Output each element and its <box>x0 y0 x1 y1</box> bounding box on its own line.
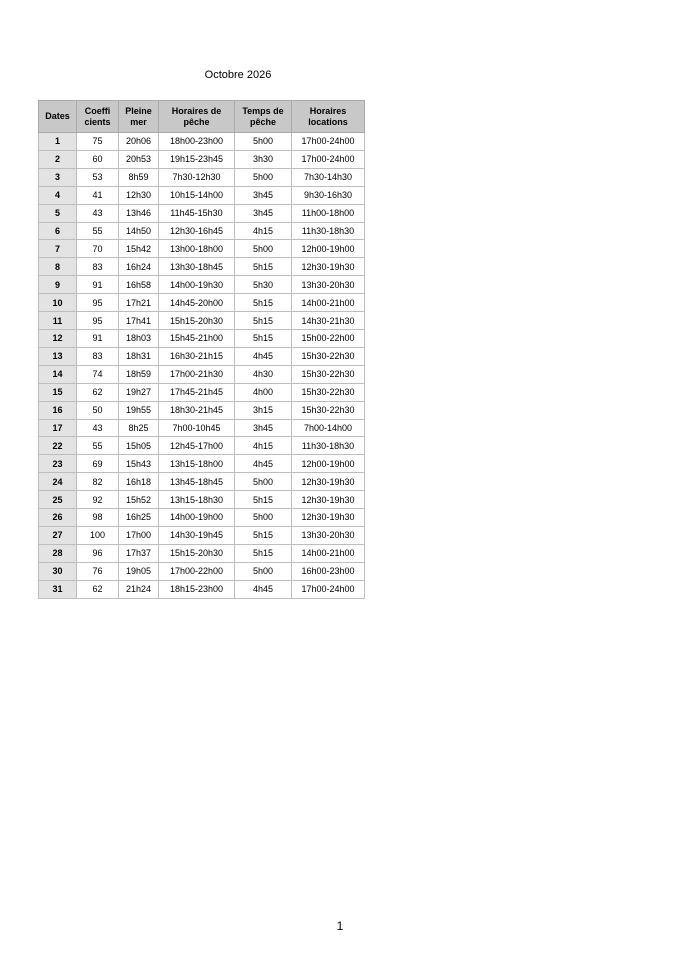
rental-hours-cell: 13h30-20h30 <box>292 526 365 544</box>
fishing-time-cell: 4h45 <box>235 455 292 473</box>
rental-hours-cell: 15h30-22h30 <box>292 365 365 383</box>
fishing-time-cell: 5h00 <box>235 133 292 151</box>
coefficient-cell: 91 <box>77 329 119 347</box>
coefficient-cell: 100 <box>77 526 119 544</box>
table-row <box>39 580 365 598</box>
high-tide-cell: 16h18 <box>119 473 159 491</box>
header-rental-hours <box>292 101 365 133</box>
fishing-hours-cell: 17h45-21h45 <box>159 383 235 401</box>
date-cell: 30 <box>39 562 77 580</box>
fishing-hours-cell: 12h45-17h00 <box>159 437 235 455</box>
coefficient-cell: 62 <box>77 580 119 598</box>
date-cell: 14 <box>39 365 77 383</box>
date-cell: 12 <box>39 329 77 347</box>
date-cell: 23 <box>39 455 77 473</box>
date-cell: 24 <box>39 473 77 491</box>
rental-hours-cell: 17h00-24h00 <box>292 150 365 168</box>
header-coefficients-line-2: cients <box>84 116 111 127</box>
high-tide-cell: 15h05 <box>119 437 159 455</box>
fishing-hours-cell: 16h30-21h15 <box>159 347 235 365</box>
date-cell: 27 <box>39 526 77 544</box>
fishing-time-cell: 4h45 <box>235 347 292 365</box>
rental-hours-cell: 15h00-22h00 <box>292 329 365 347</box>
table-body <box>39 133 365 599</box>
rental-hours-cell: 13h30-20h30 <box>292 276 365 294</box>
fishing-hours-cell: 18h30-21h45 <box>159 401 235 419</box>
table-row <box>39 401 365 419</box>
rental-hours-cell: 12h30-19h30 <box>292 473 365 491</box>
fishing-hours-cell: 14h30-19h45 <box>159 526 235 544</box>
header-high-tide-line-2: mer <box>130 116 147 127</box>
high-tide-cell: 19h55 <box>119 401 159 419</box>
fishing-hours-cell: 14h45-20h00 <box>159 294 235 312</box>
header-high-tide-line-1: Pleine <box>125 105 152 116</box>
high-tide-cell: 19h05 <box>119 562 159 580</box>
fishing-time-cell: 4h15 <box>235 437 292 455</box>
high-tide-cell: 15h43 <box>119 455 159 473</box>
coefficient-cell: 96 <box>77 544 119 562</box>
high-tide-cell: 18h03 <box>119 329 159 347</box>
fishing-time-cell: 5h15 <box>235 258 292 276</box>
header-coefficients <box>77 101 119 133</box>
rental-hours-cell: 17h00-24h00 <box>292 133 365 151</box>
coefficient-cell: 82 <box>77 473 119 491</box>
coefficient-cell: 60 <box>77 150 119 168</box>
coefficient-cell: 69 <box>77 455 119 473</box>
coefficient-cell: 43 <box>77 204 119 222</box>
high-tide-cell: 21h24 <box>119 580 159 598</box>
rental-hours-cell: 12h00-19h00 <box>292 240 365 258</box>
date-cell: 3 <box>39 168 77 186</box>
high-tide-cell: 8h59 <box>119 168 159 186</box>
fishing-time-cell: 3h15 <box>235 401 292 419</box>
fishing-time-cell: 5h15 <box>235 544 292 562</box>
high-tide-cell: 16h24 <box>119 258 159 276</box>
date-cell: 25 <box>39 491 77 509</box>
table-row <box>39 383 365 401</box>
table-row <box>39 222 365 240</box>
rental-hours-cell: 7h30-14h30 <box>292 168 365 186</box>
fishing-time-cell: 5h15 <box>235 294 292 312</box>
high-tide-cell: 17h37 <box>119 544 159 562</box>
high-tide-cell: 16h58 <box>119 276 159 294</box>
header-fishing-time <box>235 101 292 133</box>
header-coefficients-line-1: Coeffi <box>84 105 111 116</box>
page-title: Octobre 2026 <box>204 69 272 81</box>
high-tide-cell: 16h25 <box>119 509 159 527</box>
fishing-time-cell: 3h30 <box>235 150 292 168</box>
fishing-time-cell: 4h30 <box>235 365 292 383</box>
fishing-hours-cell: 15h45-21h00 <box>159 329 235 347</box>
header-fishing-hours-line-1: Horaires de <box>171 105 222 116</box>
coefficient-cell: 95 <box>77 312 119 330</box>
table-row <box>39 347 365 365</box>
high-tide-cell: 20h53 <box>119 150 159 168</box>
fishing-hours-cell: 13h45-18h45 <box>159 473 235 491</box>
fishing-hours-cell: 13h30-18h45 <box>159 258 235 276</box>
fishing-hours-cell: 18h15-23h00 <box>159 580 235 598</box>
coefficient-cell: 62 <box>77 383 119 401</box>
coefficient-cell: 41 <box>77 186 119 204</box>
table-row <box>39 294 365 312</box>
date-cell: 22 <box>39 437 77 455</box>
coefficient-cell: 76 <box>77 562 119 580</box>
coefficient-cell: 91 <box>77 276 119 294</box>
table-row <box>39 150 365 168</box>
date-cell: 13 <box>39 347 77 365</box>
coefficient-cell: 95 <box>77 294 119 312</box>
header-dates <box>39 101 77 133</box>
coefficient-cell: 92 <box>77 491 119 509</box>
date-cell: 5 <box>39 204 77 222</box>
rental-hours-cell: 7h00-14h00 <box>292 419 365 437</box>
coefficient-cell: 74 <box>77 365 119 383</box>
fishing-time-cell: 5h00 <box>235 168 292 186</box>
date-cell: 7 <box>39 240 77 258</box>
rental-hours-cell: 12h30-19h30 <box>292 509 365 527</box>
date-cell: 6 <box>39 222 77 240</box>
fishing-time-cell: 5h15 <box>235 329 292 347</box>
fishing-hours-cell: 12h30-16h45 <box>159 222 235 240</box>
rental-hours-cell: 9h30-16h30 <box>292 186 365 204</box>
date-cell: 11 <box>39 312 77 330</box>
fishing-hours-cell: 17h00-22h00 <box>159 562 235 580</box>
coefficient-cell: 83 <box>77 347 119 365</box>
coefficient-cell: 50 <box>77 401 119 419</box>
rental-hours-cell: 12h30-19h30 <box>292 491 365 509</box>
fishing-time-cell: 5h15 <box>235 526 292 544</box>
rental-hours-cell: 17h00-24h00 <box>292 580 365 598</box>
fishing-schedule-table <box>38 100 365 599</box>
rental-hours-cell: 15h30-22h30 <box>292 383 365 401</box>
high-tide-cell: 19h27 <box>119 383 159 401</box>
fishing-time-cell: 4h45 <box>235 580 292 598</box>
high-tide-cell: 17h41 <box>119 312 159 330</box>
date-cell: 26 <box>39 509 77 527</box>
fishing-hours-cell: 15h15-20h30 <box>159 312 235 330</box>
fishing-time-cell: 4h00 <box>235 383 292 401</box>
table-row <box>39 276 365 294</box>
fishing-hours-cell: 13h00-18h00 <box>159 240 235 258</box>
rental-hours-cell: 15h30-22h30 <box>292 347 365 365</box>
fishing-hours-cell: 19h15-23h45 <box>159 150 235 168</box>
coefficient-cell: 70 <box>77 240 119 258</box>
high-tide-cell: 17h21 <box>119 294 159 312</box>
fishing-time-cell: 5h30 <box>235 276 292 294</box>
header-high-tide <box>119 101 159 133</box>
header-fishing-time-line-2: pêche <box>249 116 276 127</box>
rental-hours-cell: 16h00-23h00 <box>292 562 365 580</box>
header-row <box>39 101 365 133</box>
table-row <box>39 473 365 491</box>
date-cell: 28 <box>39 544 77 562</box>
date-cell: 16 <box>39 401 77 419</box>
header-rental-hours-line-1: Horaires <box>309 105 347 116</box>
table-row <box>39 204 365 222</box>
date-cell: 2 <box>39 150 77 168</box>
header-fishing-hours <box>159 101 235 133</box>
table-row <box>39 526 365 544</box>
coefficient-cell: 43 <box>77 419 119 437</box>
table-row <box>39 509 365 527</box>
date-cell: 15 <box>39 383 77 401</box>
fishing-time-cell: 3h45 <box>235 186 292 204</box>
fishing-hours-cell: 17h00-21h30 <box>159 365 235 383</box>
fishing-hours-cell: 18h00-23h00 <box>159 133 235 151</box>
fishing-time-cell: 5h00 <box>235 509 292 527</box>
fishing-hours-cell: 14h00-19h00 <box>159 509 235 527</box>
table-row <box>39 544 365 562</box>
fishing-time-cell: 5h15 <box>235 312 292 330</box>
coefficient-cell: 83 <box>77 258 119 276</box>
table-row <box>39 168 365 186</box>
page-number: 1 <box>336 919 344 933</box>
coefficient-cell: 75 <box>77 133 119 151</box>
fishing-hours-cell: 13h15-18h00 <box>159 455 235 473</box>
fishing-time-cell: 3h45 <box>235 419 292 437</box>
fishing-time-cell: 5h00 <box>235 473 292 491</box>
header-fishing-hours-line-2: pêche <box>183 116 210 127</box>
rental-hours-cell: 14h00-21h00 <box>292 544 365 562</box>
date-cell: 8 <box>39 258 77 276</box>
coefficient-cell: 55 <box>77 437 119 455</box>
header-rental-hours-line-2: locations <box>308 116 348 127</box>
rental-hours-cell: 11h30-18h30 <box>292 222 365 240</box>
coefficient-cell: 53 <box>77 168 119 186</box>
high-tide-cell: 15h52 <box>119 491 159 509</box>
fishing-time-cell: 3h45 <box>235 204 292 222</box>
high-tide-cell: 15h42 <box>119 240 159 258</box>
header-fishing-time-line-1: Temps de <box>242 105 284 116</box>
rental-hours-cell: 14h00-21h00 <box>292 294 365 312</box>
fishing-time-cell: 5h00 <box>235 240 292 258</box>
date-cell: 9 <box>39 276 77 294</box>
rental-hours-cell: 14h30-21h30 <box>292 312 365 330</box>
fishing-hours-cell: 10h15-14h00 <box>159 186 235 204</box>
table-row <box>39 133 365 151</box>
high-tide-cell: 13h46 <box>119 204 159 222</box>
fishing-hours-cell: 13h15-18h30 <box>159 491 235 509</box>
high-tide-cell: 18h59 <box>119 365 159 383</box>
table-header <box>39 101 365 133</box>
high-tide-cell: 8h25 <box>119 419 159 437</box>
table-row <box>39 240 365 258</box>
fishing-hours-cell: 15h15-20h30 <box>159 544 235 562</box>
high-tide-cell: 17h00 <box>119 526 159 544</box>
rental-hours-cell: 11h00-18h00 <box>292 204 365 222</box>
fishing-time-cell: 5h00 <box>235 562 292 580</box>
rental-hours-cell: 12h30-19h30 <box>292 258 365 276</box>
date-cell: 10 <box>39 294 77 312</box>
rental-hours-cell: 11h30-18h30 <box>292 437 365 455</box>
fishing-hours-cell: 7h30-12h30 <box>159 168 235 186</box>
high-tide-cell: 14h50 <box>119 222 159 240</box>
fishing-time-cell: 5h15 <box>235 491 292 509</box>
date-cell: 31 <box>39 580 77 598</box>
high-tide-cell: 18h31 <box>119 347 159 365</box>
table-row <box>39 562 365 580</box>
coefficient-cell: 55 <box>77 222 119 240</box>
table-row <box>39 329 365 347</box>
table-row <box>39 419 365 437</box>
date-cell: 17 <box>39 419 77 437</box>
date-cell: 1 <box>39 133 77 151</box>
fishing-time-cell: 4h15 <box>235 222 292 240</box>
header-dates-line-1: Dates <box>45 111 70 121</box>
table-row <box>39 437 365 455</box>
date-cell: 4 <box>39 186 77 204</box>
table-row <box>39 186 365 204</box>
table-row <box>39 258 365 276</box>
high-tide-cell: 12h30 <box>119 186 159 204</box>
table-row <box>39 455 365 473</box>
table-row <box>39 365 365 383</box>
fishing-hours-cell: 14h00-19h30 <box>159 276 235 294</box>
fishing-hours-cell: 7h00-10h45 <box>159 419 235 437</box>
table-row <box>39 491 365 509</box>
rental-hours-cell: 15h30-22h30 <box>292 401 365 419</box>
fishing-hours-cell: 11h45-15h30 <box>159 204 235 222</box>
rental-hours-cell: 12h00-19h00 <box>292 455 365 473</box>
high-tide-cell: 20h06 <box>119 133 159 151</box>
coefficient-cell: 98 <box>77 509 119 527</box>
table-row <box>39 312 365 330</box>
